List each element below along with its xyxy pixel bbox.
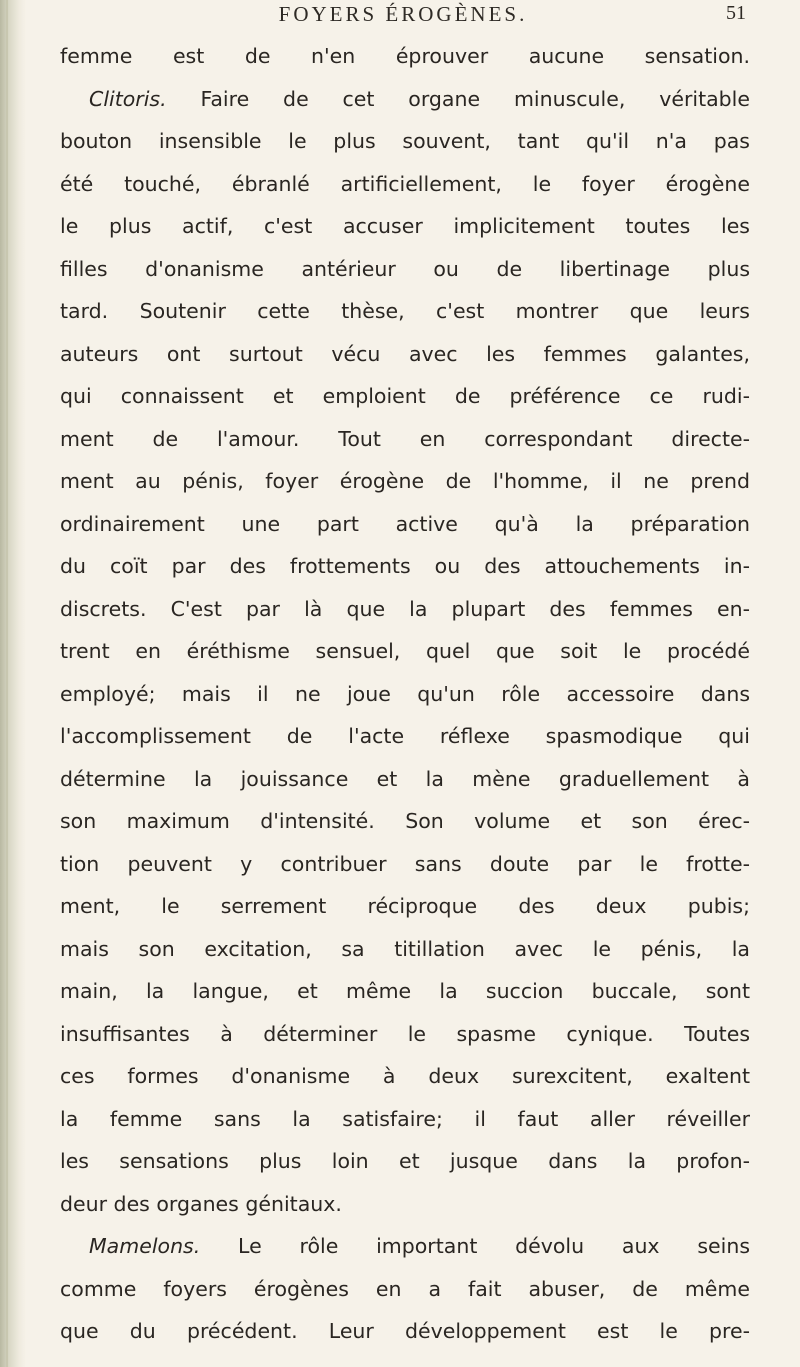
text-line: détermine la jouissance et la mène graduellement à bbox=[60, 766, 750, 791]
text-line: ment de l'amour. Tout en correspondant directe- bbox=[60, 426, 750, 451]
text-line: qui connaissent et emploient de préférence ce rudi- bbox=[60, 384, 750, 408]
text-line: main, la langue, et même la succion buccale, sont bbox=[60, 979, 750, 1003]
text-line: la femme sans la satisfaire; il faut aller réveiller bbox=[60, 1106, 750, 1131]
binding-edge-line bbox=[6, 0, 8, 1367]
binding-shadow bbox=[0, 0, 26, 1367]
body-text bbox=[60, 35, 750, 1353]
text-line: bouton insensible le plus souvent, tant qu'il n'a pas bbox=[60, 129, 750, 153]
text-line: les sensations plus loin et jusque dans la profon- bbox=[60, 1149, 750, 1173]
text-line: ces formes d'onanisme à deux surexcitent, exaltent bbox=[60, 1064, 750, 1088]
text-line: trent en éréthisme sensuel, quel que soit le procédé bbox=[60, 639, 750, 663]
page-number: 51 bbox=[726, 2, 746, 24]
text-line: insuffisantes à déterminer le spasme cynique. Toutes bbox=[60, 1021, 750, 1046]
text-line: son maximum d'intensité. Son volume et son érec- bbox=[60, 809, 750, 833]
section-term-mamelons: Mamelons. bbox=[89, 1234, 201, 1258]
text-line: filles d'onanisme antérieur ou de libertinage plus bbox=[60, 256, 750, 281]
running-head bbox=[60, 0, 746, 34]
text-line: du coït par des frottements ou des attouchements in- bbox=[60, 554, 750, 578]
text-line: mais son excitation, sa titillation avec le pénis, la bbox=[60, 936, 750, 961]
text-line: auteurs ont surtout vécu avec les femmes galantes, bbox=[60, 341, 750, 366]
text-line: Mamelons. Le rôle important dévolu aux seins bbox=[89, 1234, 750, 1258]
text-line: Clitoris. Faire de cet organe minuscule, véritable bbox=[89, 86, 750, 111]
text-line: employé; mais il ne joue qu'un rôle accessoire dans bbox=[60, 681, 750, 706]
text-line: que du précédent. Leur développement est le pre- bbox=[60, 1319, 750, 1343]
text-line: tion peuvent y contribuer sans doute par le frotte- bbox=[60, 851, 750, 876]
text-line: ordinairement une part active qu'à la préparation bbox=[60, 511, 750, 536]
text-line: été touché, ébranlé artificiellement, le foyer érogène bbox=[60, 171, 750, 196]
text-line: deur des organes génitaux. bbox=[60, 1191, 342, 1216]
section-term-clitoris: Clitoris. bbox=[89, 86, 167, 111]
running-title: FOYERS ÉROGÈNES. bbox=[278, 2, 528, 26]
text-line: comme foyers érogènes en a fait abuser, de même bbox=[60, 1276, 750, 1301]
text-line: le plus actif, c'est accuser implicitement toutes les bbox=[60, 214, 750, 238]
text-line: ment au pénis, foyer érogène de l'homme, il ne prend bbox=[60, 469, 750, 493]
text-line: discrets. C'est par là que la plupart des femmes en- bbox=[60, 596, 750, 621]
text-line: ment, le serrement réciproque des deux pubis; bbox=[60, 894, 750, 918]
text-line: tard. Soutenir cette thèse, c'est montrer que leurs bbox=[60, 299, 750, 323]
text-line: l'accomplissement de l'acte réflexe spasmodique qui bbox=[60, 724, 750, 748]
text-line: femme est de n'en éprouver aucune sensation. bbox=[60, 44, 750, 68]
